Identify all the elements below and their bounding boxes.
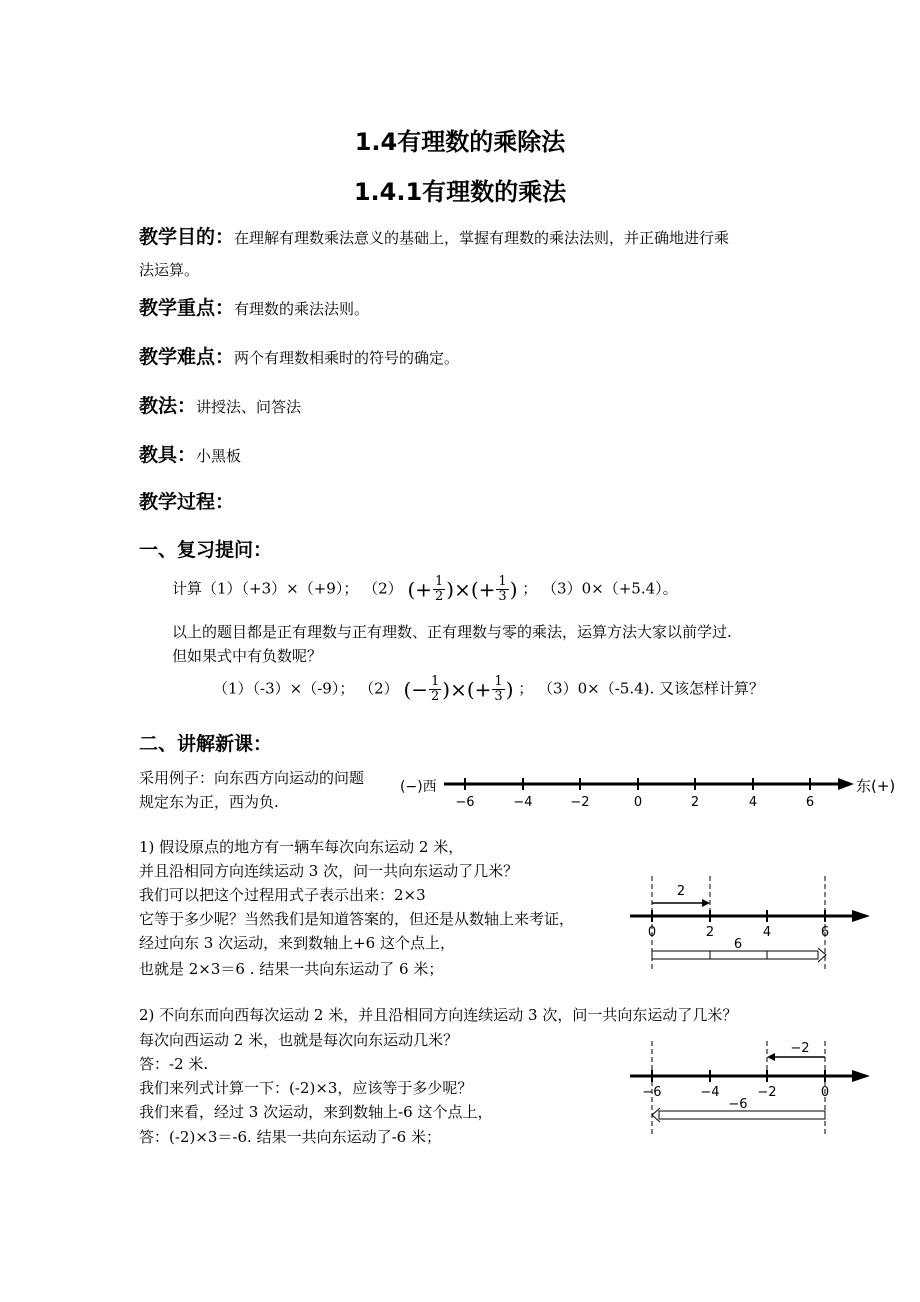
ex1-line2: 并且沿相同方向连续运动 3 次，问一共向东运动了几米？ xyxy=(139,862,519,880)
objective-text: 在理解有理数乘法意义的基础上，掌握有理数的乘法法则，并正确地进行乘 xyxy=(234,229,730,247)
method-label: 教法： xyxy=(139,395,197,417)
axis-tick-label: −4 xyxy=(513,795,533,810)
axis-tick-label: 6 xyxy=(805,795,815,810)
axis-tick-label: −2 xyxy=(570,795,590,810)
ex2-line1: 2) 不向东而向西每次运动 2 米，并且沿相同方向连续运动 3 次，问一共向东运动了几米？ xyxy=(139,1006,738,1024)
axis-tick-label: 2 xyxy=(690,795,700,810)
main-title: 1.4有理数的乘除法 xyxy=(354,128,566,156)
ex2-tick-label: 0 xyxy=(820,1085,830,1100)
axis-east-label: 东(+) xyxy=(856,777,896,795)
objective-line xyxy=(139,222,729,249)
ex2-step-label: −2 xyxy=(790,1041,810,1056)
fraction-num: 1 xyxy=(435,574,444,589)
review-line3: 但如果式中有负数呢？ xyxy=(172,647,323,665)
tools-text: 小黑板 xyxy=(196,447,242,465)
ex2-tick-label: −6 xyxy=(642,1085,662,1100)
fraction-half xyxy=(433,575,445,604)
fraction-den: 3 xyxy=(498,589,507,604)
keypoint-label: 教学重点： xyxy=(139,297,235,319)
fraction-den: 2 xyxy=(435,589,444,604)
method-text: 讲授法、问答法 xyxy=(196,398,302,416)
neg-paren-c: ) xyxy=(505,677,514,702)
ex1-step-label: 2 xyxy=(676,884,686,899)
neg-suffix: ； （3）0×（-5.4). 又该怎样计算？ xyxy=(518,679,765,698)
ex2-line3: 答：-2 米. xyxy=(139,1055,209,1073)
review-neg-calc xyxy=(213,675,764,704)
axis-tick-label: 4 xyxy=(748,795,758,810)
ex2-tick-label: −4 xyxy=(700,1085,720,1100)
calc-paren-b: )×(+ xyxy=(446,577,496,602)
axis-tick-label: −6 xyxy=(455,795,475,810)
fraction-num: 1 xyxy=(494,674,503,689)
ex2-total-label: −6 xyxy=(728,1097,748,1112)
ex2-number-line xyxy=(620,1035,880,1135)
review-calc xyxy=(172,575,678,604)
number-line-main xyxy=(370,770,900,810)
fraction-den: 2 xyxy=(431,689,440,704)
objective-text-cont: 法运算。 xyxy=(139,261,200,279)
lecture-heading: 二、讲解新课： xyxy=(139,733,273,755)
ex2-total-bar xyxy=(659,1111,825,1119)
difficulty-text: 两个有理数相乘时的符号的确定。 xyxy=(234,349,460,367)
ex2-line6: 答：(-2)×3＝-6. 结果一共向东运动了-6 米； xyxy=(139,1128,441,1146)
neg-paren-a: (− xyxy=(403,677,428,702)
axis-arrow xyxy=(838,778,854,790)
fraction-third xyxy=(496,575,508,604)
lecture-intro1: 采用例子：向东西方向运动的问题 xyxy=(139,769,365,787)
method-line xyxy=(139,391,301,418)
fraction-num: 1 xyxy=(431,674,440,689)
ex1-tick-label: 4 xyxy=(762,925,772,940)
process-heading: 教学过程： xyxy=(139,491,235,513)
review-heading: 一、复习提问： xyxy=(139,539,273,561)
difficulty-label: 教学难点： xyxy=(139,346,235,368)
axis-tick-label: 0 xyxy=(633,795,643,810)
keypoint-line xyxy=(139,293,369,320)
tools-line xyxy=(139,440,241,467)
ex2-step-arrowhead xyxy=(767,1053,775,1061)
ex1-axis-arrow xyxy=(852,910,870,922)
lecture-intro2: 规定东为正，西为负. xyxy=(139,793,279,811)
difficulty-line xyxy=(139,342,459,369)
ex1-tick-label: 2 xyxy=(705,925,715,940)
ex1-line6: 也就是 2×3＝6 . 结果一共向东运动了 6 米； xyxy=(139,960,444,978)
fraction-half xyxy=(429,675,441,704)
calc-suffix: ； （3）0×（+5.4）。 xyxy=(522,579,678,598)
ex1-tick-label: 0 xyxy=(647,925,657,940)
ex2-line5: 我们来看，经过 3 次运动，来到数轴上-6 这个点上， xyxy=(139,1103,493,1121)
calc-paren-a: (+ xyxy=(407,577,432,602)
calc-paren-c: ) xyxy=(509,577,518,602)
fraction-third xyxy=(492,675,504,704)
ex1-tick-label: 6 xyxy=(820,925,830,940)
sub-title: 1.4.1有理数的乘法 xyxy=(353,178,567,206)
ex2-line4: 我们来列式计算一下：(-2)×3，应该等于多少呢？ xyxy=(139,1079,473,1097)
calc-prefix: 计算（1）（+3）×（+9）； （2） xyxy=(172,579,403,598)
ex1-total-bar xyxy=(652,951,818,959)
ex2-tick-label: −2 xyxy=(757,1085,777,1100)
objective-label: 教学目的： xyxy=(139,226,235,248)
neg-paren-b: )×(+ xyxy=(442,677,492,702)
keypoint-text: 有理数的乘法法则。 xyxy=(234,300,370,318)
ex1-line1: 1) 假设原点的地方有一辆车每次向东运动 2 米， xyxy=(139,838,464,856)
axis-west-label: (−)西 xyxy=(400,779,437,795)
ex2-line2: 每次向西运动 2 米，也就是每次向东运动几米？ xyxy=(139,1031,459,1049)
neg-prefix: （1）（-3）×（-9）； （2） xyxy=(213,679,399,698)
fraction-num: 1 xyxy=(498,574,507,589)
ex1-number-line xyxy=(620,870,880,970)
review-line2: 以上的题目都是正有理数与正有理数、正有理数与零的乘法，运算方法大家以前学过. xyxy=(172,623,732,641)
tools-label: 教具： xyxy=(139,444,197,466)
ex1-step-arrowhead xyxy=(702,899,710,907)
ex1-line4: 它等于多少呢？当然我们是知道答案的，但还是从数轴上来考证， xyxy=(139,910,575,928)
ex2-axis-arrow xyxy=(852,1070,870,1082)
fraction-den: 3 xyxy=(494,689,503,704)
ex1-total-label: 6 xyxy=(733,937,743,952)
ex1-line5: 经过向东 3 次运动，来到数轴上+6 这个点上， xyxy=(139,934,455,952)
ex1-line3: 我们可以把这个过程用式子表示出来：2×3 xyxy=(139,886,426,904)
